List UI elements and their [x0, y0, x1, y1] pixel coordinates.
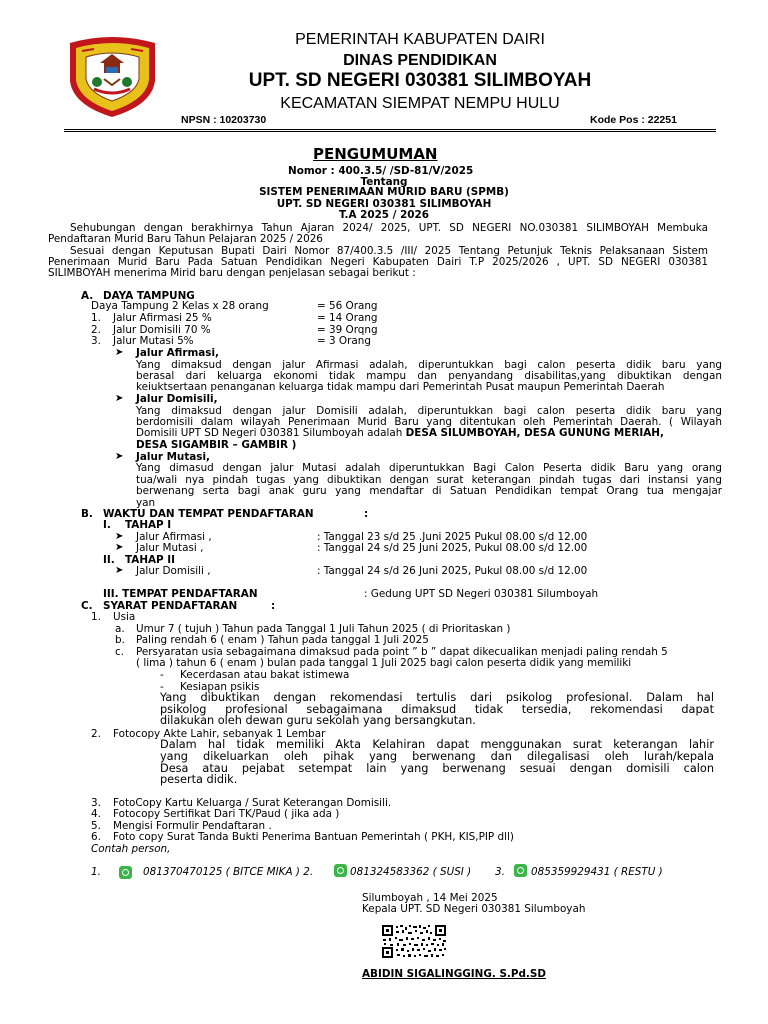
- capacity-total-label: Daya Tampung 2 Kelas x 28 orang: [91, 300, 269, 312]
- age-item-text: Umur 7 ( tujuh ) Tahun pada Tanggal 1 Juli Tahun 2025 ( di Prioritaskan ): [136, 623, 511, 635]
- requirement-item: Foto copy Surat Tanda Bukti Penerima Bantuan Pemerintah ( PKH, KIS,PIP dll): [113, 831, 514, 843]
- schedule-path: Jalur Afirmasi ,: [136, 531, 212, 543]
- letterhead-school: UPT. SD NEGERI 030381 SILIMBOYAH: [248, 70, 592, 91]
- afirmasi-title: Jalur Afirmasi,: [136, 347, 219, 359]
- requirement-item: Mengisi Formulir Pendaftaran .: [113, 820, 272, 832]
- arrow-bullet-icon: ➤: [115, 347, 124, 358]
- section-b-title: WAKTU DAN TEMPAT PENDAFTARAN: [103, 508, 314, 520]
- letterhead-rule: [64, 129, 716, 132]
- requirement-number: 3.: [91, 797, 101, 809]
- contact-number-index: 1.: [91, 866, 101, 878]
- letterhead-department: DINAS PENDIDIKAN: [343, 52, 497, 69]
- capacity-row-label: Jalur Domisili 70 %: [113, 324, 211, 336]
- age-item-text: Persyaratan usia sebagaimana dimaksud pada point ” b ” dapat dikecualikan menjadi paling rendah 5: [136, 646, 668, 658]
- domisili-text: Yang dimaksud dengan jalur Domisili adalah, diperuntukkan bagi calon peserta didik baru yang: [136, 405, 722, 417]
- arrow-bullet-icon: ➤: [115, 393, 124, 404]
- postal-code: Kode Pos : 22251: [590, 114, 677, 126]
- psychologist-text: dilakukan oleh dewan guru sekolah yang bersangkutan.: [160, 714, 476, 727]
- domisili-area-villages-cont: DESA SIGAMBIR – GAMBIR ): [136, 439, 297, 451]
- domisili-area-villages: DESA SILUMBOYAH, DESA GUNUNG MERIAH,: [405, 427, 664, 439]
- mutasi-text: Yang dimasud dengan jalur Mutasi adalah diperuntukkan Bagi Calon Peserta didik Baru yang orang: [136, 462, 722, 474]
- about-label: Tentang: [360, 176, 408, 188]
- capacity-row-number: 1.: [91, 312, 101, 324]
- birth-cert-text: peserta didik.: [160, 773, 238, 786]
- age-item-letter: a.: [115, 623, 125, 635]
- birth-cert-text: Dalam hal tidak memiliki Akta Kelahiran dapat menggunakan surat keterangan lahir: [160, 738, 714, 751]
- mutasi-text: berwenang serta bagi anak guru yang mendaftar di Satuan Pendidikan tempat Orang tua mengajar: [136, 485, 722, 497]
- requirement-number: 5.: [91, 820, 101, 832]
- schedule-path: Jalur Mutasi ,: [136, 542, 204, 554]
- mutasi-text: yan: [136, 497, 156, 509]
- age-item-letter: b.: [115, 634, 125, 646]
- arrow-bullet-icon: ➤: [115, 565, 124, 576]
- stage-1-title: TAHAP I: [125, 519, 172, 531]
- registration-place-label: III. TEMPAT PENDAFTARAN: [103, 588, 258, 600]
- mutasi-title: Jalur Mutasi,: [136, 451, 210, 463]
- requirement-item: FotoCopy Kartu Keluarga / Surat Keterangan Domisili.: [113, 797, 392, 809]
- dash-item: Kecerdasan atau bakat istimewa: [180, 669, 350, 681]
- letterhead-government: PEMERINTAH KABUPATEN DAIRI: [295, 31, 545, 48]
- whatsapp-icon[interactable]: [334, 864, 347, 877]
- requirement-number: 2.: [91, 728, 101, 740]
- section-c-title: SYARAT PENDAFTARAN: [103, 600, 238, 612]
- contact-label: Contah person,: [91, 843, 171, 855]
- capacity-row-value: = 14 Orang: [317, 312, 378, 324]
- stage-2-title: TAHAP II: [125, 554, 176, 566]
- intro-line: Penerimaan Murid Baru Pada Satuan Pendidikan Negeri Kabupaten Dairi T.P 2025/2026 , UPT. SD NEGERI 030381: [48, 256, 708, 268]
- stage-1-number: I.: [103, 519, 111, 531]
- section-c-colon: :: [271, 600, 276, 612]
- requirement-age: Usia: [113, 611, 136, 623]
- afirmasi-text: berasal dari keluarga ekonomi tidak mampu dan penyandang disabilitas,yang dibuktikan dengan: [136, 370, 722, 382]
- age-item-letter: c.: [115, 646, 125, 658]
- birth-cert-text: yang dikeluarkan oleh pihak yang berwenang dan dilegalisasi oleh lurah/kepala: [160, 750, 714, 763]
- birth-cert-text: Desa atau pejabat setempat lain yang berwenang sesuai dengan domisili calon: [160, 762, 714, 775]
- mutasi-text: tua/wali nya pindah tugas yang dibuktikan dengan surat keterangan pindah tugas dari instansi yang: [136, 474, 722, 486]
- domisili-text: berdomisili dalam wilayah Penerimaan Murid Baru yang ditentukan oleh Pemerintah Daerah. ( Wilayah: [136, 416, 722, 428]
- contact-phone-2[interactable]: 081324583362 ( SUSI ): [350, 866, 472, 878]
- requirement-number: 6.: [91, 831, 101, 843]
- section-a-letter: A.: [81, 290, 94, 302]
- signature-position: Kepala UPT. SD Negeri 030381 Silumboyah: [362, 903, 586, 915]
- schedule-date: : Tanggal 24 s/d 25 Juni 2025, Pukul 08.00 s/d 12.00: [317, 542, 588, 554]
- arrow-bullet-icon: ➤: [115, 531, 124, 542]
- regency-logo: [64, 37, 161, 119]
- afirmasi-text: keiuktsertaan penanganan keluarga tidak mampu dari Pemerintah Pusat maupun Pemerintah Daerah: [136, 381, 665, 393]
- section-b-colon: :: [364, 508, 369, 520]
- intro-line: Sehubungan dengan berakhirnya Tahun Ajaran 2024/ 2025, UPT. SD NEGERI NO.030381 SILIMBOYAH Membuka: [70, 222, 708, 234]
- section-b-letter: B.: [81, 508, 93, 520]
- psychologist-text: Yang dibuktikan dengan rekomendasi tertulis dari psikolog profesional. Dalam hal: [160, 691, 714, 704]
- arrow-bullet-icon: ➤: [115, 451, 124, 462]
- subject-line-3: T.A 2025 / 2026: [339, 209, 429, 221]
- page-title: PENGUMUMAN: [313, 145, 438, 163]
- npsn: NPSN : 10203730: [181, 114, 267, 126]
- dash-item: Kesiapan psikis: [180, 681, 260, 693]
- requirement-number: 1.: [91, 611, 101, 623]
- age-item-text-cont: ( lima ) tahun 6 ( enam ) bulan pada tanggal 1 Juli 2025 bagi calon peserta didik yang memiliki: [136, 657, 632, 669]
- domisili-area-intro: Domisili UPT SD Negeri 030381 Silumboyah adalah: [136, 427, 406, 439]
- psychologist-text: psikolog profesional sebagaimana dimaksud tidak tersedia, rekomendasi dapat: [160, 703, 714, 716]
- domisili-area-text: [136, 427, 664, 439]
- intro-line: Sesuai dengan Keputusan Bupati Dairi Nomor 87/400.3.5 /III/ 2025 Tentang Petunjuk Teknis Pelaksanaan Sistem: [70, 245, 708, 257]
- capacity-row-value: = 3 Orang: [317, 335, 371, 347]
- domisili-title: Jalur Domisili,: [136, 393, 218, 405]
- dash-bullet: -: [160, 681, 164, 693]
- registration-place-value: : Gedung UPT SD Negeri 030381 Silumboyah: [364, 588, 599, 600]
- whatsapp-icon[interactable]: [119, 866, 132, 879]
- stage-2-number: II.: [103, 554, 115, 566]
- section-a-title: DAYA TAMPUNG: [103, 290, 195, 302]
- qr-code: [381, 924, 447, 959]
- dash-bullet: -: [160, 669, 164, 681]
- intro-line: Pendaftaran Murid Baru Tahun Pelajaran 2025 / 2026: [48, 233, 323, 245]
- letter-number: Nomor : 400.3.5/ /SD-81/V/2025: [288, 165, 474, 177]
- age-item-text: Paling rendah 6 ( enam ) Tahun pada tanggal 1 Juli 2025: [136, 634, 429, 646]
- capacity-row-label: Jalur Mutasi 5%: [113, 335, 194, 347]
- schedule-date: : Tanggal 23 s/d 25 .Juni 2025 Pukul 08.00 s/d 12.00: [317, 531, 588, 543]
- capacity-row-number: 2.: [91, 324, 101, 336]
- contact-phone-3[interactable]: 085359929431 ( RESTU ): [531, 866, 663, 878]
- contact-number-index: 3.: [495, 866, 505, 878]
- capacity-row-number: 3.: [91, 335, 101, 347]
- contact-phone-1[interactable]: 081370470125 ( BITCE MIKA ) 2.: [143, 866, 314, 878]
- requirement-item: Fotocopy Sertifikat Dari TK/Paud ( jika ada ): [113, 808, 340, 820]
- subject-line-1: SISTEM PENERIMAAN MURID BARU (SPMB): [259, 186, 509, 198]
- requirement-number: 4.: [91, 808, 101, 820]
- section-c-letter: C.: [81, 600, 93, 612]
- capacity-row-value: = 39 Orqng: [317, 324, 378, 336]
- subject-line-2: UPT. SD NEGERI 030381 SILIMBOYAH: [276, 198, 492, 210]
- letterhead-district: KECAMATAN SIEMPAT NEMPU HULU: [280, 95, 560, 112]
- schedule-path: Jalur Domisili ,: [136, 565, 211, 577]
- afirmasi-text: Yang dimaksud dengan jalur Afirmasi adalah, diperuntukkan bagi calon peserta didik baru yang: [136, 359, 722, 371]
- arrow-bullet-icon: ➤: [115, 542, 124, 553]
- signatory-name: ABIDIN SIGALINGGING. S.Pd.SD: [362, 968, 546, 980]
- whatsapp-icon[interactable]: [514, 864, 527, 877]
- requirement-birth-cert: Fotocopy Akte Lahir, sebanyak 1 Lembar: [113, 728, 326, 740]
- capacity-total-value: = 56 Orang: [317, 300, 378, 312]
- intro-line: SILIMBOYAH menerima Mirid baru dengan penjelasan sebagai berikut :: [48, 267, 416, 279]
- schedule-date: : Tanggal 24 s/d 26 Juni 2025, Pukul 08.00 s/d 12.00: [317, 565, 588, 577]
- signature-place-date: Silumboyah , 14 Mei 2025: [362, 892, 498, 904]
- capacity-row-label: Jalur Afirmasi 25 %: [113, 312, 212, 324]
